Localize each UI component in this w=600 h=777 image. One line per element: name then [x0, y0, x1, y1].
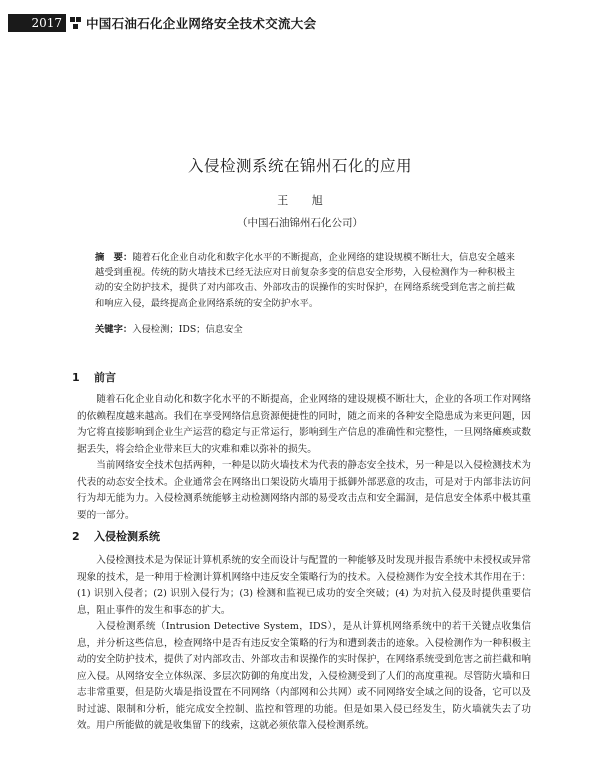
- header-marker-icon: [70, 15, 82, 31]
- paragraph: 随着石化企业自动化和数字化水平的不断提高，企业网络的建设规模不断壮大，企业的各项工作对网络的依赖程度越来越高。我们在享受网络信息资源便捷性的同时，随之而来的各种安全隐患成为来更问题，因为它将直接影响到企业生产运营的稳定与正常运行，影响到生产信息的准确性和完整性，一旦网络瘫痪或数据丢失，将会给企业带来巨大的灾难和难以弥补的损失。: [77, 394, 531, 455]
- keywords-label: 关键字：: [95, 324, 133, 335]
- keywords: [95, 322, 515, 337]
- paragraph: 当前网络安全技术包括两种，一种是以防火墙技术为代表的静态安全技术，另一种是以入侵检测技术为代表的动态安全技术。企业通常会在网络出口架设防火墙用于抵御外部恶意的攻击，可是对于内部非法访问行为却无能为力。入侵检测系统能够主动检测网络内部的易受攻击点和安全漏洞，是信息安全体系中极其重要的一部分。: [77, 460, 531, 521]
- abstract-label: 摘 要：: [95, 252, 133, 263]
- section-title: 入侵检测系统: [94, 530, 160, 543]
- section-number: 2: [72, 530, 80, 543]
- section-body-1: [77, 392, 531, 524]
- paragraph: 入侵检测技术是为保证计算机系统的安全而设计与配置的一种能够及时发现并报告系统中未授权或异常现象的技术，是一种用于检测计算机网络中违反安全策略行为的技术。入侵检测作为安全技术其作用在于：(1) 识别入侵者；(2) 识别入侵行为；(3) 检测和监视已成功的安全突破；(4) 为对抗入侵及时提供重要信息，阻止事件的发生和事态的扩大。: [77, 555, 531, 616]
- section-heading-2: [72, 528, 160, 544]
- paper-title: 入侵检测系统在锦州石化的应用: [187, 157, 412, 175]
- paper-affiliation: （中国石油锦州石化公司）: [237, 217, 363, 229]
- section-number: 1: [72, 371, 80, 384]
- abstract: [95, 250, 515, 311]
- paper-author: 王 旭: [277, 194, 333, 207]
- header-year: 2017: [8, 14, 66, 32]
- abstract-text: 随着石化企业自动化和数字化水平的不断提高，企业网络的建设规模不断壮大，信息安全越来越受到重视。传统的防火墙技术已经无法应对日前复杂多变的信息安全形势，入侵检测作为一种积极主动的安全防护技术，提供了对内部攻击、外部攻击的误操作的实时保护，在网络系统受到危害之前拦截和响应入侵，最终提高企业网络系统的安全防护水平。: [95, 252, 515, 309]
- section-body-2: [77, 553, 531, 735]
- section-heading-1: [72, 369, 116, 385]
- keywords-text: 入侵检测；IDS；信息安全: [132, 324, 243, 335]
- section-title: 前言: [94, 371, 116, 384]
- paragraph: 入侵检测系统（Intrusion Detective System，IDS），是从计算机网络系统中的若干关键点收集信息，并分析这些信息，检查网络中是否有违反安全策略的行为和遭到袭击的迹象。入侵检测作为一种积极主动的安全防护技术，提供了对内部攻击、外部攻击和误操作的实时保护，在网络系统受到危害之前拦截和响应入侵。从网络安全立体纵深、多层次防御的角度出发，入侵检测受到了人们的高度重视。尽管防火墙和日志非常重要，但是防火墙是指设置在不同网络（内部网和公共网）或不同网络安全域之间的设备，它可以及时过滤、限制和分析，能完成安全控制、监控和管理的功能。但是如果入侵已经发生，防火墙就失去了功效。用户所能做的就是收集留下的线索，这就必须依靠入侵检测系统。: [77, 621, 531, 731]
- header-conference-title: 中国石油石化企业网络安全技术交流大会: [86, 16, 317, 31]
- running-header: [0, 0, 600, 40]
